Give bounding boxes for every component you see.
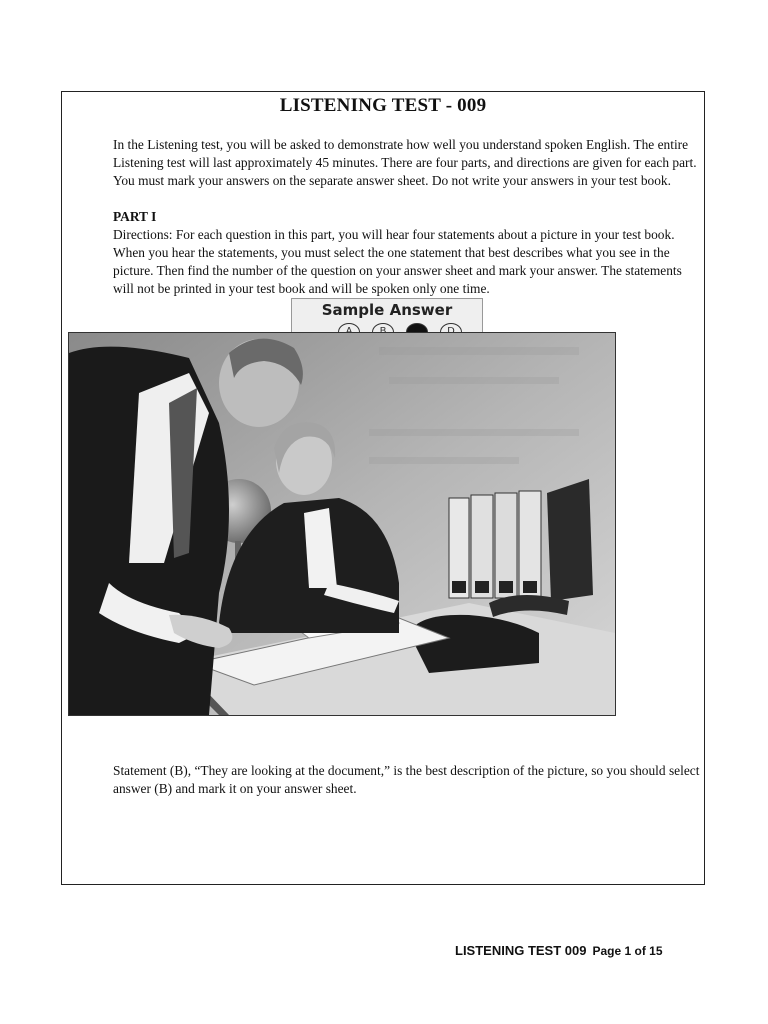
page-title: LISTENING TEST - 009 [279, 95, 487, 116]
directions-paragraph: Directions: For each question in this part, you will hear four statements about a picture in your test book. When you hear the statements, you must select the one statement that best describes what you see in the picture. Then find the number of the question on your answer sheet and mark your answer. The statements will not be printed in your test book and will be spoken only one time. [113, 227, 682, 296]
intro-paragraph: In the Listening test, you will be asked to demonstrate how well you understand spoken English. The entire Listening test will last approximately 45 minutes. There are four parts, and directions are given for each part. You must mark your answers on the separate answer sheet. Do not write your answers in your test book. [113, 137, 697, 188]
office-photo [68, 332, 616, 716]
office-photo-illustration [69, 333, 615, 715]
footer-page-number: Page 1 of 15 [592, 944, 663, 958]
statement-paragraph: Statement (B), “They are looking at the document,” is the best description of the picture, so you should select answer (B) and mark it on your answer sheet. [113, 763, 700, 796]
footer-test-label: LISTENING TEST 009 [455, 943, 587, 958]
part-heading: PART I [113, 209, 157, 224]
sample-answer-label: Sample Answer [321, 301, 453, 319]
page-frame [61, 91, 705, 885]
page-footer [455, 943, 663, 958]
